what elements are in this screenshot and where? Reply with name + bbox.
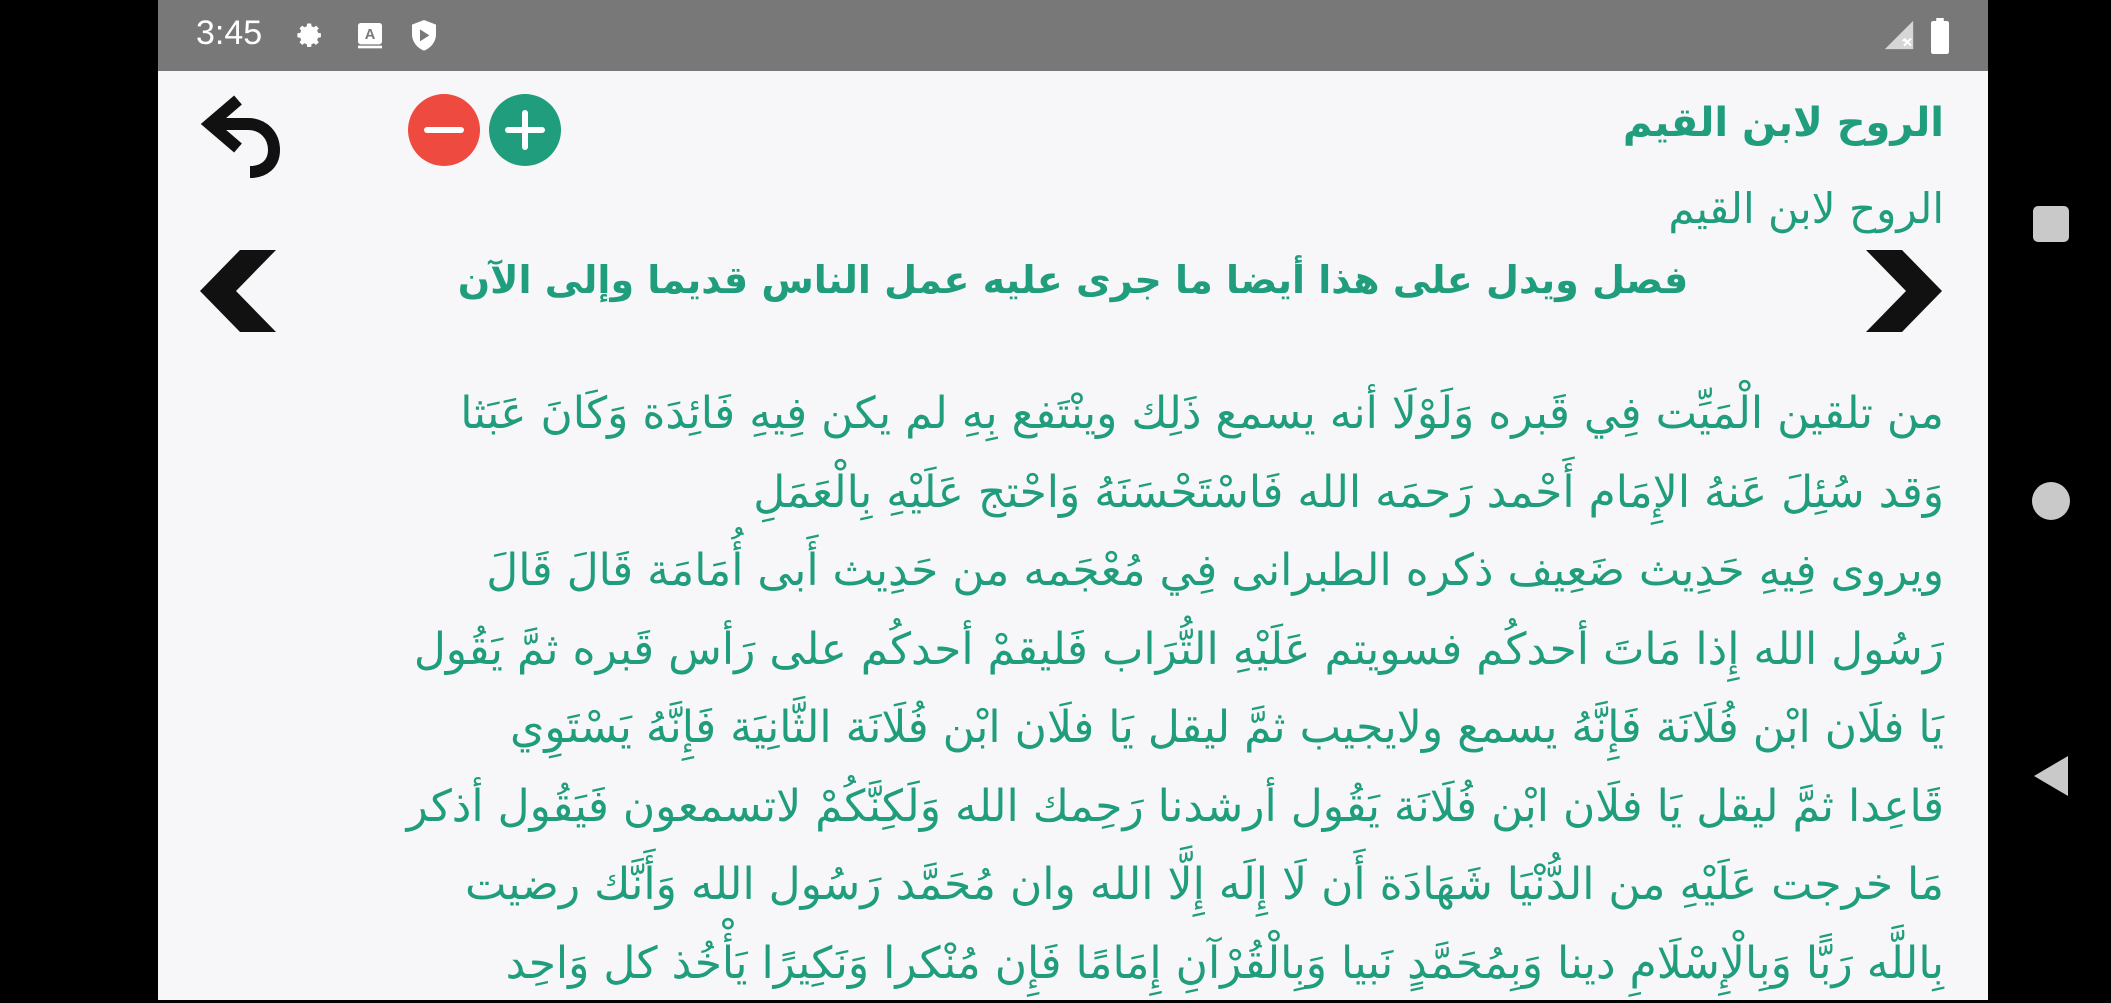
reading-text (208, 375, 1944, 960)
text-line: من تلقين الْمَيِّت فِي قَبره وَلَوْلَا أنه يسمع ذَلِك وينْتَفع بِهِ لم يكن فِيهِ فَائِدَة وَكَانَ عَبَثا (208, 375, 1944, 454)
back-button[interactable] (2032, 754, 2070, 798)
settings-icon (292, 18, 326, 52)
signal-icon (1882, 18, 1916, 52)
text-line: يَا فلَان ابْن فُلَانَة فَإِنَّهُ يسمع ولايجيب ثمَّ ليقل يَا فلَان ابْن فُلَانَة الثَّانِيَة فَإِنَّهُ يَسْتَوِي (208, 689, 1944, 768)
chevron-right-icon (1864, 250, 1944, 332)
svg-text:A: A (365, 27, 376, 43)
next-chapter-button[interactable] (1864, 250, 1944, 332)
text-line: مَا خرجت عَلَيْهِ من الدُّنْيَا شَهَادَة أَن لَا إِلَه إِلَّا الله وان مُحَمَّد رَسُول الله وَأَنَّك رضيت (208, 846, 1944, 925)
status-time: 3:45 (196, 14, 262, 53)
recents-button[interactable] (2033, 206, 2069, 242)
text-line: رَسُول الله إِذا مَاتَ أحدكُم فسويتم عَلَيْهِ التُّرَاب فَليقمْ أحدكُم على رَأس قَبره ثمَّ يَقُول (208, 611, 1944, 690)
book-title: الروح لابن القيم (1623, 100, 1944, 146)
chevron-left-icon (198, 250, 278, 332)
status-bar (158, 0, 1988, 71)
text-line: بِاللَّه رَبًّا وَبِالْإِسْلَامِ دينا وَبِمُحَمَّدٍ نَبيا وَبِالْقُرْآنِ إِمَامًا فَإِن مُنْكرا وَنَكِيرًا يَأْخُذ كل وَاحِد (208, 925, 1944, 1003)
chapter-title: فصل ويدل على هذا أيضا ما جرى عليه عمل الناس قديما وإلى الآن (348, 258, 1798, 302)
app-screen (158, 0, 1988, 1000)
zoom-out-button[interactable] (408, 94, 480, 166)
undo-icon (202, 92, 282, 178)
book-subtitle: الروح لابن القيم (1668, 184, 1944, 233)
text-line: ويروى فِيهِ حَدِيث ضَعِيف ذكره الطبرانى فِي مُعْجَمه من حَدِيث أَبى أُمَامَة قَالَ قَالَ (208, 532, 1944, 611)
battery-icon (1930, 18, 1950, 54)
text-a-icon (354, 18, 386, 52)
text-line: قَاعِدا ثمَّ ليقل يَا فلَان ابْن فُلَانَة يَقُول أرشدنا رَحِمك الله وَلَكِنَّكُمْ لاتسمعون فَيَقُول أذكر (208, 768, 1944, 847)
shield-icon (408, 18, 440, 54)
previous-chapter-button[interactable] (198, 250, 278, 332)
undo-button[interactable] (202, 92, 282, 178)
home-button[interactable] (2032, 482, 2070, 520)
text-line: وَقد سُئِلَ عَنهُ الإِمَام أَحْمد رَحمَه الله فَاسْتَحْسَنَهُ وَاحْتج عَلَيْهِ بِالْعَمَلِ (208, 454, 1944, 533)
zoom-in-button[interactable] (489, 94, 561, 166)
